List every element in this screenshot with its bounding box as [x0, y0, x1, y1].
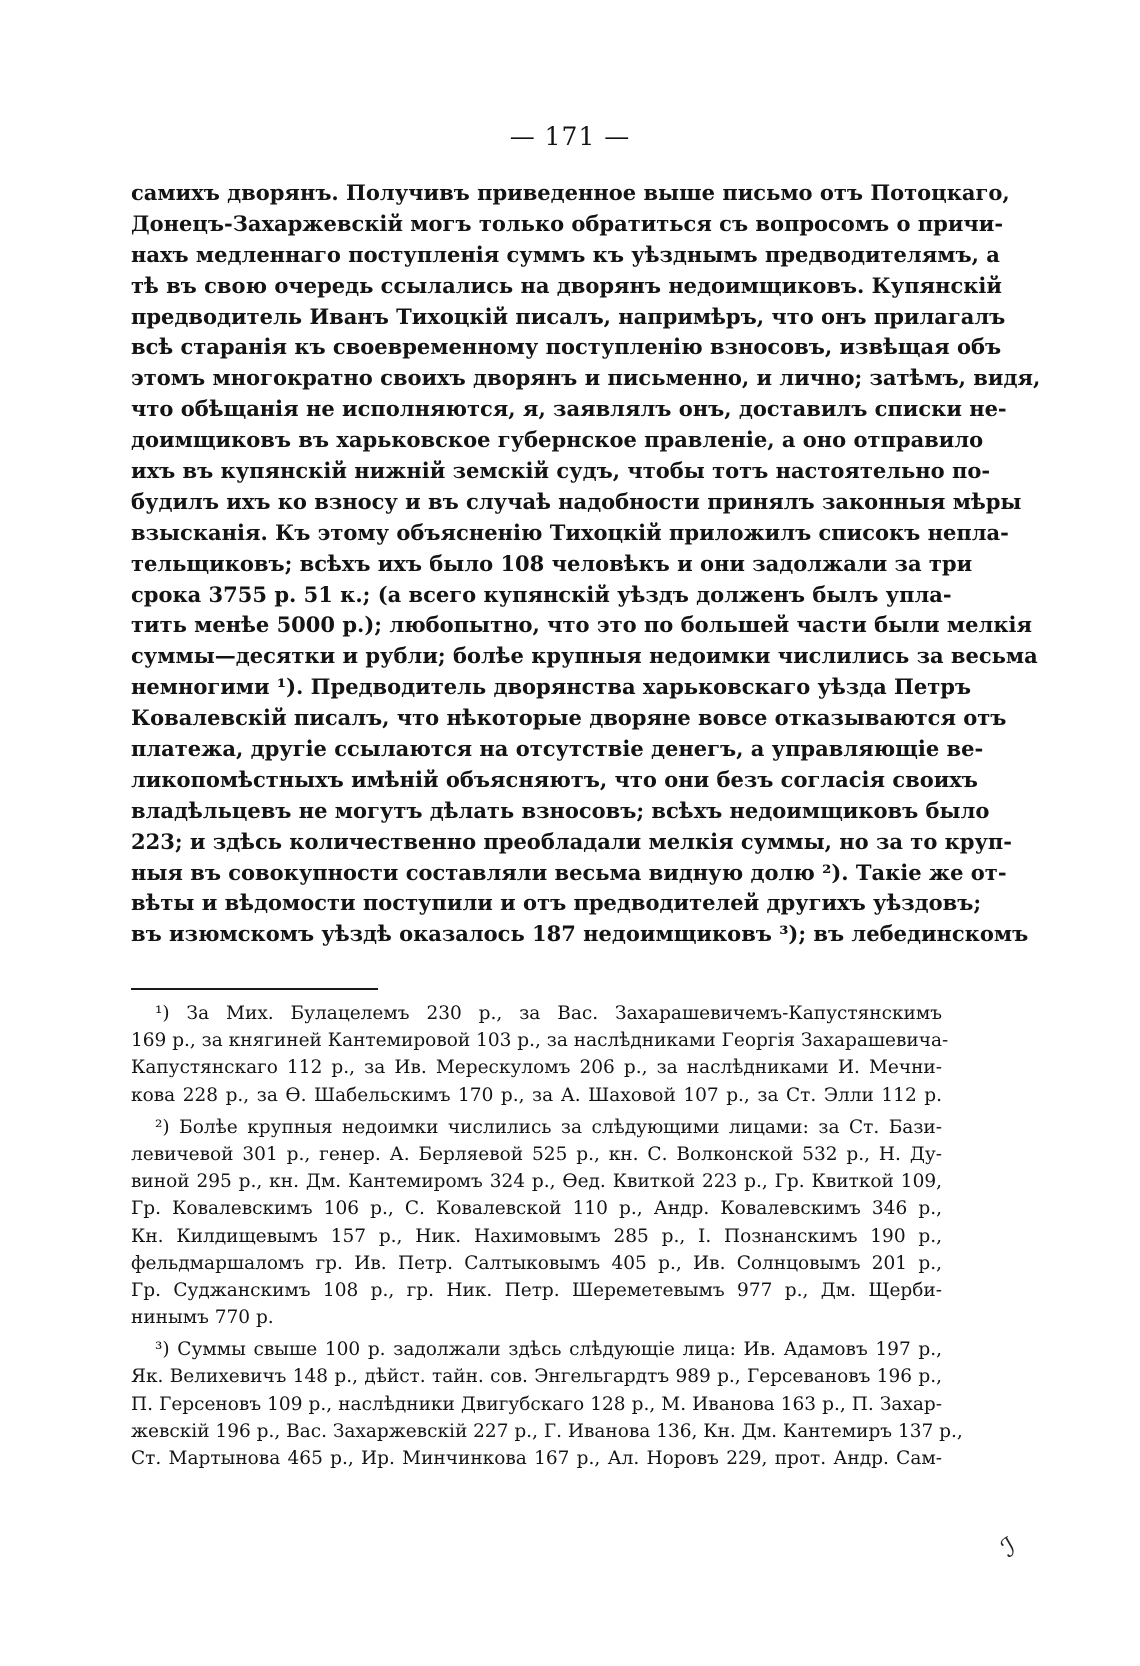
text-line: въ изюмскомъ уѣздѣ оказалось 187 недоимщиковъ ³); въ лебединскомъ [131, 921, 1029, 947]
text-line: нахъ медленнаго поступленія суммъ къ уѣзднымъ предводителямъ, а [131, 241, 1000, 267]
footnote-line: Гр. Суджанскимъ 108 р., гр. Ник. Петр. Шереметевымъ 977 р., Дм. Щерби- [131, 1279, 942, 1301]
footnote-line: Як. Велихевичъ 148 р., дѣйст. тайн. сов. Энгельгардтъ 989 р., Герсевановъ 196 р., [131, 1366, 942, 1388]
text-line: тѣ въ свою очередь ссылались на дворянъ недоимщиковъ. Купянскій [131, 272, 1002, 298]
text-line: тельщиковъ; всѣхъ ихъ было 108 человѣкъ и они задолжали за три [131, 550, 973, 576]
text-line: владѣльцевъ не могутъ дѣлать взносовъ; всѣхъ недоимщиковъ было [131, 797, 990, 823]
footnote-line: ³) Суммы свыше 100 р. задолжали здѣсь слѣдующіе лица: Ив. Адамовъ 197 р., [155, 1339, 942, 1361]
text-line: Ковалевскій писалъ, что нѣкоторые дворяне вовсе отказываются отъ [131, 705, 1007, 731]
footnotes [131, 1000, 963, 1477]
text-line: 223; и здѣсь количественно преобладали мелкія суммы, но за то круп- [131, 828, 1013, 854]
text-line: срока 3755 р. 51 к.; (а всего купянскій уѣздъ долженъ былъ упла- [131, 581, 952, 607]
footnote-line: П. Герсеновъ 109 р., наслѣдники Двигубскаго 128 р., М. Иванова 163 р., П. Захар- [131, 1393, 942, 1415]
footnote-line: 169 р., за княгиней Кантемировой 103 р., за наслѣдниками Георгія Захарашевича- [131, 1030, 949, 1052]
footnote-line: Ст. Мартынова 465 р., Ир. Минчинкова 167 р., Ал. Норовъ 229, прот. Андр. Сам- [131, 1448, 942, 1469]
footnote-1 [131, 1000, 949, 1109]
text-line: ихъ въ купянскій нижній земскій судъ, чтобы тотъ настоятельно по- [131, 458, 991, 484]
text-line: тить менѣе 5000 р.); любопытно, что это по большей части были мелкія [131, 612, 1032, 638]
footnote-line: ²) Болѣе крупныя недоимки числились за слѣдующими лицами: за Ст. Бази- [155, 1116, 942, 1138]
text-line: что обѣщанія не исполняются, я, заявлялъ онъ, доставилъ списки не- [131, 396, 1007, 422]
text-line: доимщиковъ въ харьковское губернское правленіе, а оно отправило [131, 427, 984, 453]
footnote-line: левичевой 301 р., генер. А. Берляевой 525 р., кн. С. Волконской 532 р., Н. Ду- [131, 1143, 942, 1165]
text-line: суммы—десятки и рубли; болѣе крупныя недоимки числились за весьма [131, 643, 1038, 669]
text-line: ликопомѣстныхъ имѣній объясняютъ, что они безъ согласія своихъ [131, 766, 978, 792]
text-line: немногими ¹). Предводитель дворянства харьковскаго уѣзда Петръ [131, 674, 972, 700]
footnote-divider [131, 988, 378, 990]
footnote-line: Капустянскаго 112 р., за Ив. Мерескуломъ 206 р., за наслѣдниками И. Мечни- [131, 1057, 942, 1079]
text-line: вѣты и вѣдомости поступили и отъ предводителей другихъ уѣздовъ; [131, 890, 982, 916]
footnote-line: нинымъ 770 р. [131, 1307, 274, 1329]
footnote-line: жевскій 196 р., Вас. Захаржевскій 227 р., Г. Иванова 136, Кн. Дм. Кантемиръ 137 р., [131, 1420, 963, 1442]
footnote-line: фельдмаршаломъ гр. Ив. Петр. Салтыковымъ 405 р., Ив. Солнцовымъ 201 р., [131, 1252, 942, 1274]
text-line: взысканія. Къ этому объясненію Тихоцкій приложилъ списокъ непла- [131, 519, 1009, 545]
footnote-2 [131, 1114, 942, 1332]
footnote-line: виной 295 р., кн. Дм. Кантемиромъ 324 р., Ѳед. Квиткой 223 р., Гр. Квиткой 109, [131, 1171, 942, 1193]
text-line: платежа, другіе ссылаются на отсутствіе денегъ, а управляющіе ве- [131, 736, 984, 762]
footnote-3 [131, 1336, 963, 1472]
text-line: Донецъ-Захаржевскій могъ только обратиться съ вопросомъ о причи- [131, 210, 1004, 236]
footnote-line: кова 228 р., за Ѳ. Шабельскимъ 170 р., за А. Шаховой 107 р., за Ст. Элли 112 р. [131, 1084, 942, 1106]
text-line: всѣ старанія къ своевременному поступленію взносовъ, извѣщая объ [131, 334, 1002, 360]
footnote-line: Кн. Килдищевымъ 157 р., Ник. Нахимовымъ 285 р., І. Познанскимъ 190 р., [131, 1225, 942, 1247]
footnote-line: ¹) За Мих. Булацелемъ 230 р., за Вас. Захарашевичемъ-Капустянскимъ [155, 1003, 942, 1024]
page-number: — 171 — [509, 122, 631, 151]
main-text [131, 178, 1041, 950]
text-line: этомъ многократно своихъ дворянъ и письменно, и лично; затѣмъ, видя, [131, 365, 1041, 391]
text-line: самихъ дворянъ. Получивъ приведенное выше письмо отъ Потоцкаго, [131, 180, 1010, 205]
text-line: будилъ ихъ ко взносу и въ случаѣ надобности принялъ законныя мѣры [131, 488, 1022, 514]
footnote-line: Гр. Ковалевскимъ 106 р., С. Ковалевской 110 р., Андр. Ковалевскимъ 346 р., [131, 1198, 942, 1220]
pencil-mark-icon: ℐ [996, 1531, 1022, 1565]
text-line: ныя въ совокупности составляли весьма видную долю ²). Такіе же от- [131, 859, 1007, 885]
text-line: предводитель Иванъ Тихоцкій писалъ, напримѣръ, что онъ прилагалъ [131, 303, 1006, 329]
